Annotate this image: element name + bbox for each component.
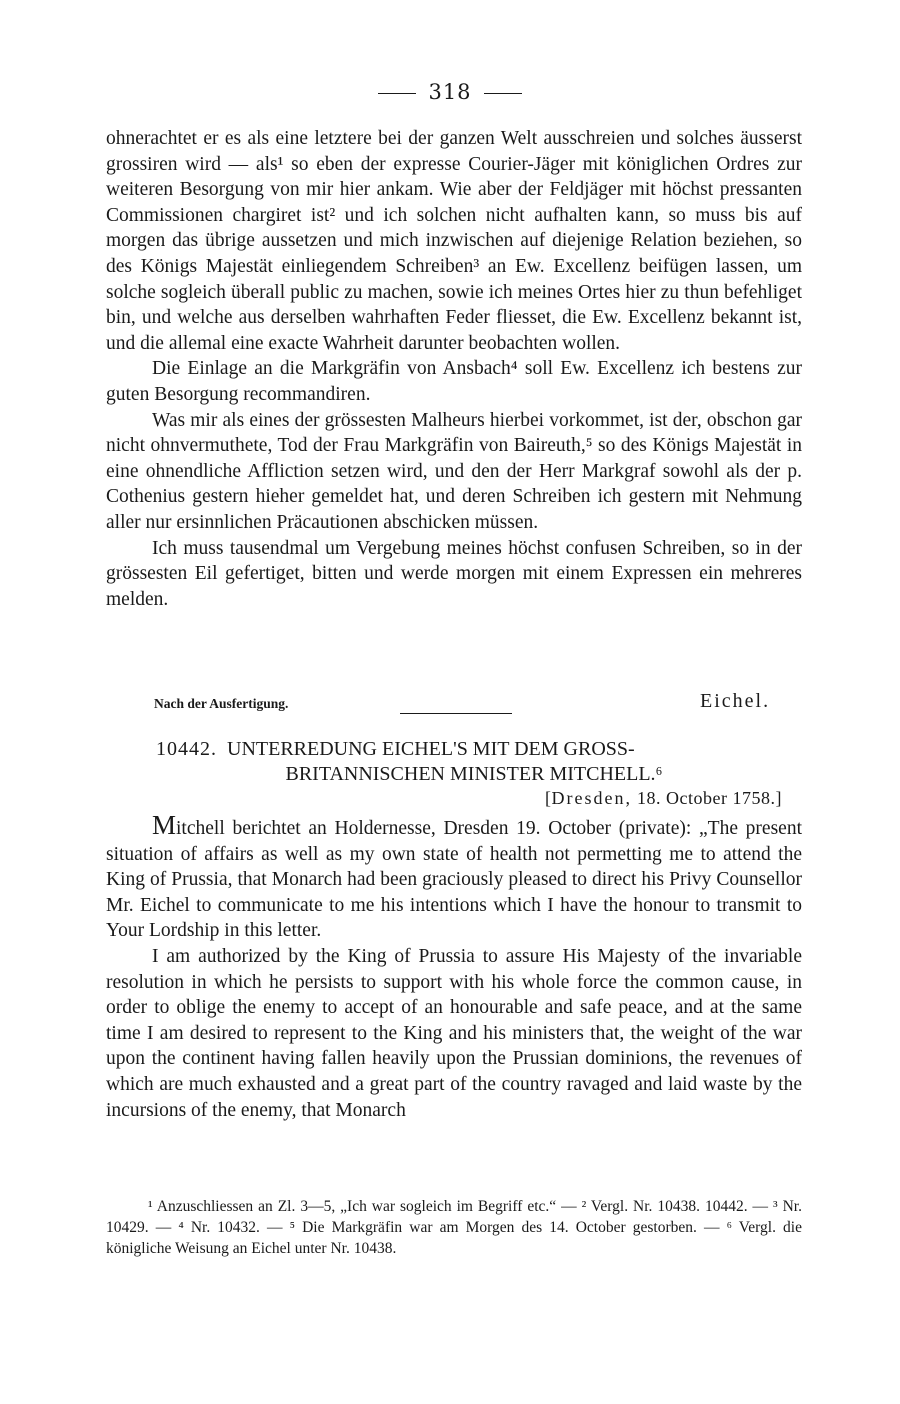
paragraph: Was mir als eines der grössesten Malheurs hierbei vorkommet, ist der, obschon gar nicht ohnvermuthete, Tod der Frau Markgräfin von Baireuth,⁵ so des Königs Majestät in eine ohnendliche Affliction setzen wird, und den der Herr Markgraf sowohl als der p. Cothenius gestern hieher gemeldet hat, und deren Schreiben ich gestern mit Nehmung aller nur ersinnlichen Präcautionen abschicken müssen. bbox=[106, 409, 802, 533]
footnote-text: ¹ Anzuschliessen an Zl. 3—5, „Ich war sogleich im Begriff etc.“ — ² Vergl. Nr. 10438. 10442. — ³ Nr. 10429. — ⁴ Nr. 10432. — ⁵ Die Markgräfin war am Morgen des 14. October gestorben. — ⁶ Vergl. die königliche Weisung an Eichel unter Nr. 10438. bbox=[106, 1198, 802, 1257]
source-note: Nach der Ausfertigung. bbox=[154, 696, 289, 711]
signature: Eichel. bbox=[700, 690, 771, 712]
separator-rule bbox=[400, 713, 512, 714]
footnotes bbox=[106, 1196, 802, 1259]
entry-number: 10442. bbox=[156, 738, 217, 760]
dateline-date: 18. October 1758.] bbox=[637, 788, 782, 808]
report-body bbox=[106, 810, 802, 1123]
page-number: 318 bbox=[428, 80, 472, 104]
page-header bbox=[0, 80, 900, 104]
paragraph: I am authorized by the King of Prussia to assure His Majesty of the invariable resolution in which he persists to support with his whole force the common cause, in order to oblige the enemy to accept of an honourable and safe peace, and at the same time I am desired to represent to the King and his ministers that, the weight of the war upon the continent having fallen heavily upon the Prussian dominions, the revenues of which are much exhausted and a great part of the country ravaged and laid waste by the incursions of the enemy, that Monarch bbox=[106, 945, 802, 1121]
paragraph: ohnerachtet er es als eine letztere bei der ganzen Welt ausschreien und solches äusserst grossiren wird — als¹ so eben der expresse Courier-Jäger mit königlichen Ordres zur weiteren Besorgung von mir hier ankam. Wie aber der Feldjäger mit höchst pressanten Commissionen chargiret ist² und ich solchen nicht aufhalten kann, so muss bis auf morgen das übrige aussetzen und mich inzwischen auf diejenige Relation beziehen, so des Königs Majestät einliegendem Schreiben³ an Ew. Excellenz beifügen lassen, um solche sogleich überall public zu machen, sowie ich meines Ortes hier zu thun befehliget bin, und welche aus derselben wahrhaften Feder fliesset, die Ew. Excellenz bekannt ist, und die allemal eine exacte Wahrheit darunter beobachten wollen. bbox=[106, 128, 802, 354]
entry-dateline bbox=[545, 788, 782, 809]
paragraph-text: itchell berichtet an Holdernesse, Dresden 19. October (private): „The present situation of affairs as well as my own state of health not permetting me to attend the King of Prussia, that Monarch had been graciously pleased to direct his Privy Counsellor Mr. Eichel to communicate to me his intentions which I have the honour to transmit to Your Lordship in this letter. bbox=[106, 818, 802, 942]
entry-heading bbox=[106, 737, 802, 787]
initial-letter: M bbox=[152, 810, 177, 840]
paragraph: Die Einlage an die Markgräfin von Ansbach⁴ soll Ew. Excellenz ich bestens zur guten Besorgung recommandiren. bbox=[106, 358, 802, 405]
dateline-place: Dresden, bbox=[551, 788, 633, 808]
entry-title-line2: BRITANNISCHEN MINISTER MITCHELL.⁶ bbox=[285, 763, 663, 785]
letter-body bbox=[106, 126, 802, 612]
dateline-bracket: [ bbox=[545, 788, 552, 808]
header-dash-right bbox=[484, 93, 522, 94]
entry-title-line1: UNTERREDUNG EICHEL'S MIT DEM GROSS- bbox=[227, 738, 635, 760]
paragraph bbox=[106, 810, 802, 944]
header-dash-left bbox=[378, 93, 416, 94]
paragraph: Ich muss tausendmal um Vergebung meines höchst confusen Schreiben, so in der grössesten Eil gefertiget, bitten und werde morgen mit einem Expressen ein mehreres melden. bbox=[106, 537, 802, 610]
